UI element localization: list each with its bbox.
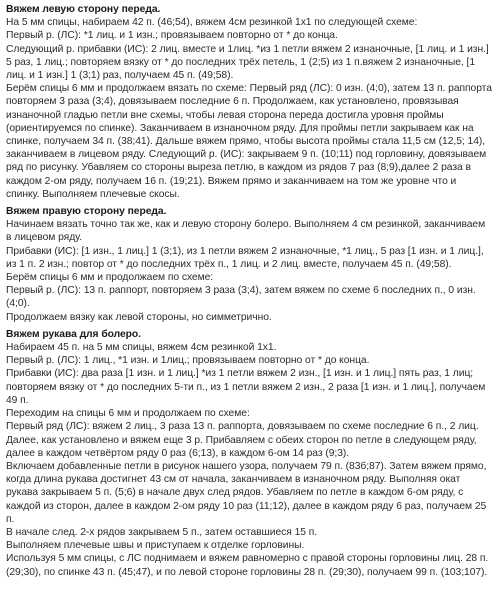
paragraph: Первый ряд (ЛС): вяжем 2 лиц., 3 раза 13 п. раппорта, довязываем по схеме последние 6 п., 2 лиц. Далее, как установлено и вяжем еще 3 р. Прибавляем с обеих сторон по петле в следующем ряду, далее в каждом четвёртом ряду 0 раз (6;13), в каждом 6-ом 14 раз (9;3). — [6, 421, 479, 459]
section-heading-right-front: Вяжем правую сторону переда. — [6, 206, 167, 218]
paragraph: Следующий р. прибавки (ИС): 2 лиц. вместе и 1лиц. *из 1 петли вяжем 2 изнаночные, [1 лиц. и 1 изн.] 5 раз, 1 лиц.; повторяем вязку от * до последних трёх петель, 1 (2;5) из 1 п.вяжем 2 изнаночные, [1 лиц. и 1 изн.] 1 (3;1) раз, получаем 45 п. (49;58). — [6, 43, 489, 82]
paragraph: В начале след. 2-х рядов закрываем 5 п., затем оставшиеся 15 п. — [6, 526, 318, 538]
paragraph: Начинаем вязать точно так же, как и левую сторону болеро. Выполняем 4 см резинкой, заканчиваем в лицевом ряду. — [6, 219, 486, 244]
paragraph: Берём спицы 6 мм и продолжаем вязать по схеме: Первый ряд (ЛС): 0 изн. (4;0), затем 13 п. раппорта повторяем 3 раза (3;4), довязываем последние 6 п. Продолжаем, как установлено, провязывая изнаночной гладью петли вне схемы, чтобы левая сторона переда достигла уровня проймы (ориентируемся по спинке). Заканчиваем в изнаночном ряду. Для проймы петли закрываем как на спинке, получаем 34 п. (38;41). Дальше вяжем прямо, чтобы высота проймы стала 11,5 см (12,5; 14), заканчиваем в лицевом ряду. Следующий р. (ИС): закрываем 9 п. (10;11) под горловину, довязываем ряд по рисунку. Убавляем со стороны выреза петлю, в каждом из рядов 7 раз (8;9),далее 2 раза в каждом 2-ом ряду, получаем 16 п. (19;21). Вяжем прямо и заканчиваем на том же уровне что и спинку. Выполняем плечевые скосы. — [6, 83, 492, 200]
paragraph: Первый р. (ЛС): 13 п. раппорт, повторяем 3 раза (3;4), затем вяжем по схеме 6 последних п., 0 изн. (4;0). — [6, 285, 476, 310]
paragraph: Включаем добавленные петли в рисунок нашего узора, получаем 79 п. (83б;87). Затем вяжем прямо, когда длина рукава достигнет 43 см от начала, заканчиваем в изнаночном ряду. Выполняя окат рукава закрываем 5 п. (5;6) в начале двух след рядов. Убавляем по петле в каждом 6-ом ряду, с каждой из сторон, далее в каждом 2-ом ряду 10 раз (11;12), далее в каждом ряду 6 раз, получаем 25 п. — [6, 460, 487, 525]
paragraph: Прибавки (ИС): [1 изн., 1 лиц.] 1 (3;1), из 1 петли вяжем 2 изнаночные, *1 лиц., 5 раз [1 изн. и 1 лиц.], из 1 п. 2 изн.; повтор от * до последних трёх п., 1 лиц. и 2 лиц. вместе, получаем 45 п. (49;58). — [6, 245, 484, 270]
paragraph: Переходим на спицы 6 мм и продолжаем по схеме: — [6, 408, 250, 420]
paragraph: Первый р. (ЛС): 1 лиц., *1 изн. и 1лиц.; провязываем повторно от * до конца. — [6, 355, 370, 367]
paragraph: Используя 5 мм спицы, с ЛС поднимаем и вяжем равномерно с правой стороны горловины лиц. 28 п. (29;30), по спинке 43 п. (45;47), и по левой стороне горловины 28 п. (29;30), получаем 99 п. (103;107). — [6, 553, 489, 578]
paragraph: Выполняем плечевые швы и приступаем к отделке горловины. — [6, 540, 305, 552]
section-heading-left-front: Вяжем левую сторону переда. — [6, 4, 161, 15]
paragraph: Прибавки (ИС): два раза [1 изн. и 1 лиц.] *из 1 петли вяжем 2 изн., [1 изн. и 1 лиц.] пять раз, 1 лиц; повторяем вязку от * до последних 5-ти п., из 1 петли вяжем 2 изн., 2 раза [1 изн. и 1 лиц.], получаем 49 п. — [6, 368, 486, 406]
paragraph: Набираем 45 п. на 5 мм спицы, вяжем 4см резинкой 1х1. — [6, 342, 277, 354]
section-heading-sleeves: Вяжем рукава для болеро. — [6, 328, 141, 340]
paragraph: Первый р. (ЛС): *1 лиц. и 1 изн.; провязываем повторно от * до конца. — [6, 30, 338, 42]
paragraph: Продолжаем вязку как левой стороны, но симметрично. — [6, 311, 272, 323]
knitting-instructions-page — [6, 3, 492, 579]
paragraph: Берём спицы 6 мм и продолжаем по схеме: — [6, 272, 214, 284]
paragraph: На 5 мм спицы, набираем 42 п. (46;54), вяжем 4см резинкой 1х1 по следующей схеме: — [6, 17, 418, 29]
